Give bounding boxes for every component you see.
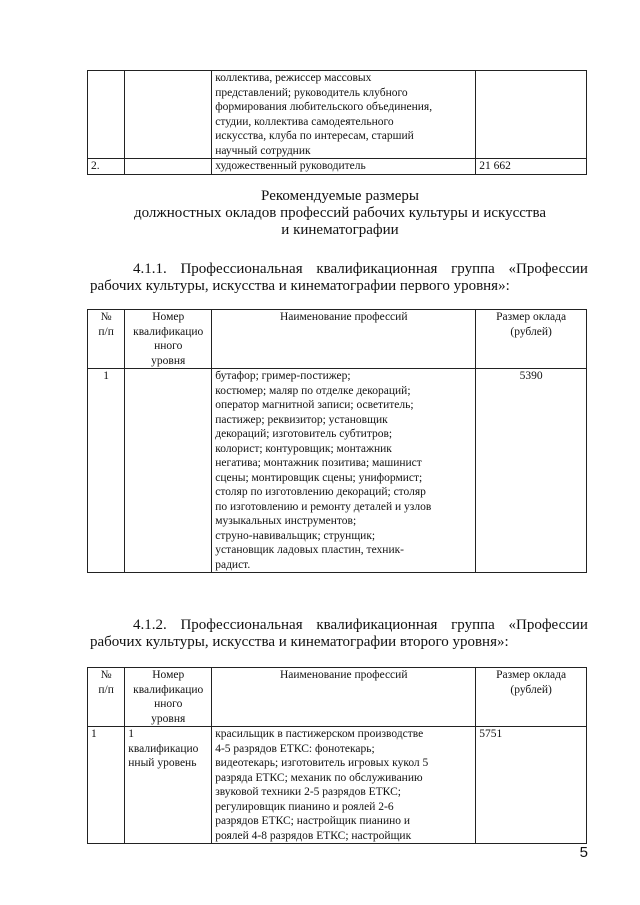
header-line: Размер оклада — [496, 311, 567, 323]
cell-line: негатива; монтажник позитива; машинист — [215, 457, 422, 469]
cell-line: представлений; руководитель клубного — [215, 86, 408, 99]
heading-line: должностных окладов профессий рабочих культуры и искусства — [133, 205, 547, 221]
cell-line: 4-5 разрядов ЕТКС: фонотекарь; — [215, 742, 375, 755]
page-number: 5 — [579, 844, 588, 861]
cell-line: пастижер; реквизитор; установщик — [215, 413, 388, 426]
paragraph-word: группа — [451, 261, 495, 277]
paragraph-word: «Профессии — [508, 261, 588, 277]
cell-line: бутафор; гример-постижер; — [215, 370, 351, 382]
paragraph-line: рабочих культуры, искусства и кинематографии второго уровня»: — [90, 634, 509, 650]
cell-line: по изготовлению и ремонту деталей и узлов — [215, 500, 432, 513]
cell-line: научный сотрудник — [215, 144, 311, 157]
header-line: квалификацио — [133, 325, 204, 338]
salary-value: 21 662 — [476, 159, 587, 175]
header-salary — [476, 668, 587, 727]
header-line: № — [100, 311, 112, 323]
cell-line: студии, коллектива самодеятельного — [215, 115, 394, 128]
table-row — [88, 727, 587, 844]
paragraph-word: 4.1.1. — [133, 261, 167, 277]
cell-line: костюмер; маляр по отделке декораций; — [215, 384, 411, 397]
header-number — [88, 668, 125, 727]
row-number: 1 — [88, 727, 125, 844]
header-line: уровня — [151, 354, 186, 367]
salary-value: 5751 — [476, 727, 587, 844]
header-number — [88, 310, 125, 369]
table-cell — [88, 71, 125, 159]
cell-line: столяр по изготовлению декораций; столяр — [215, 486, 426, 498]
header-line: уровня — [151, 712, 186, 725]
cell-line: квалификацио — [128, 742, 199, 755]
cell-line: красильщик в пастижерском производстве — [215, 728, 424, 740]
row-number: 2. — [88, 159, 125, 175]
paragraph-word: Профессиональная — [180, 617, 303, 633]
qualification-level — [125, 369, 212, 573]
header-line: (рублей) — [510, 683, 552, 696]
cell-line: звуковой техники 2-5 разрядов ЕТКС; — [215, 786, 401, 798]
paragraph-4-1-2 — [90, 617, 588, 651]
cell-line: колорист; контуровщик; монтажник — [215, 442, 392, 455]
paragraph-word: Профессиональная — [180, 261, 303, 277]
cell-line: установщик ладовых пластин, техник- — [215, 544, 405, 556]
cell-line: декораций; изготовитель субтитров; — [215, 428, 393, 440]
cell-line: разрядов ЕТКС; настройщик пианино и — [215, 815, 411, 827]
table-header-row — [88, 310, 587, 369]
cell-line: нный уровень — [128, 757, 197, 769]
heading-line: и кинематографии — [281, 222, 399, 238]
header-line: нного — [154, 698, 183, 710]
header-salary — [476, 310, 587, 369]
paragraph-word: квалификационная — [316, 617, 438, 633]
cell-line: разряда ЕТКС; механик по обслуживанию — [215, 771, 423, 784]
header-line: Номер — [152, 669, 185, 681]
table-header-row — [88, 668, 587, 727]
header-qualification-level — [125, 668, 212, 727]
cell-line: музыкальных инструментов; — [215, 515, 357, 527]
header-line: п/п — [98, 683, 114, 696]
cell-line: искусства, клуба по интересам, старший — [215, 130, 414, 142]
header-line: (рублей) — [510, 325, 552, 338]
paragraph-word: 4.1.2. — [133, 617, 167, 633]
profession-name: художественный руководитель — [212, 159, 476, 175]
paragraph-line: рабочих культуры, искусства и кинематографии первого уровня»: — [90, 278, 510, 294]
table-cell — [212, 71, 476, 159]
professions-table-level-2 — [87, 667, 587, 844]
qualification-level — [125, 727, 212, 844]
header-qualification-level — [125, 310, 212, 369]
heading-line: Рекомендуемые размеры — [261, 188, 419, 204]
top-table — [87, 70, 587, 175]
cell-line: формирования любительского объединения, — [215, 101, 433, 113]
header-line: нного — [154, 340, 183, 352]
header-line: квалификацио — [133, 683, 204, 696]
paragraph-4-1-1 — [90, 261, 588, 295]
cell-line: радист. — [215, 558, 251, 571]
paragraph-word: «Профессии — [508, 617, 588, 633]
cell-line: 1 — [128, 728, 135, 740]
cell-line: роялей 4-8 разрядов ЕТКС; настройщик — [215, 829, 412, 842]
cell-line: сцены; монтировщик сцены; униформист; — [215, 471, 423, 484]
table-row — [88, 369, 587, 573]
salary-value: 5390 — [476, 369, 587, 573]
header-line: Номер — [152, 311, 185, 323]
header-line: Размер оклада — [496, 669, 567, 681]
section-heading — [90, 188, 590, 239]
header-professions: Наименование профессий — [212, 668, 476, 727]
cell-line: струно-навивальщик; струнщик; — [215, 529, 376, 542]
row-number: 1 — [88, 369, 125, 573]
header-line: п/п — [98, 325, 114, 338]
table-cell — [476, 71, 587, 159]
header-professions: Наименование профессий — [212, 310, 476, 369]
table-row — [88, 71, 587, 159]
cell-line: оператор магнитной записи; осветитель; — [215, 399, 414, 411]
cell-line: коллектива, режиссер массовых — [215, 72, 372, 84]
cell-line: регулировщик пианино и роялей 2-6 — [215, 800, 394, 813]
header-line: № — [100, 669, 112, 681]
table-cell — [125, 159, 212, 175]
paragraph-word: группа — [451, 617, 495, 633]
paragraph-word: квалификационная — [316, 261, 438, 277]
professions-list — [212, 727, 476, 844]
cell-line: видеотекарь; изготовитель игровых кукол 5 — [215, 757, 429, 769]
professions-table-level-1 — [87, 309, 587, 573]
professions-list — [212, 369, 476, 573]
table-cell — [125, 71, 212, 159]
table-row — [88, 159, 587, 175]
